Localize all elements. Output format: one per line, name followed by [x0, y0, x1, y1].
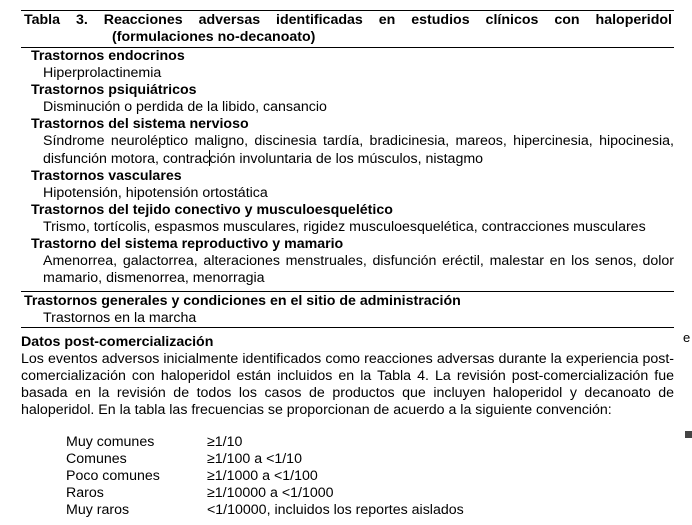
frequency-row — [66, 502, 464, 519]
section-title: Trastornos vasculares — [31, 168, 182, 184]
table-section-last — [21, 291, 674, 328]
section-title: Trastorno del sistema reproductivo y mamario — [31, 236, 344, 252]
frequency-value: ≥1/1000 a <1/100 — [207, 468, 318, 484]
section-items: Trastornos en la marcha — [43, 310, 197, 326]
section-items: Hiperprolactinemia — [43, 65, 162, 81]
frequency-label: Muy comunes — [66, 434, 155, 450]
frequency-row — [66, 451, 464, 468]
table-section — [21, 202, 674, 236]
table-title-line1: Tabla 3. Reacciones adversas identificadas en estudios clínicos con haloperidol — [24, 12, 672, 28]
post-marketing-section — [21, 334, 674, 419]
section-items[interactable] — [31, 133, 674, 168]
section-title: Trastornos endocrinos — [31, 48, 185, 64]
section-items: Amenorrea, galactorrea, alteraciones menstruales, disfunción eréctil, malestar en los senos, dolor mamario, dismenorrea, menorragia — [43, 253, 674, 286]
section-items: Hipotensión, hipotensión ortostática — [43, 185, 268, 201]
section-items-text: ción involuntaria de los músculos, nistagmo — [209, 151, 484, 167]
post-marketing-heading: Datos post-comercialización — [21, 334, 214, 350]
table-section — [21, 236, 674, 287]
post-marketing-paragraph: Los eventos adversos inicialmente identificados como reacciones adversas durante la experiencia post-comercialización con haloperidol están incluidos en la Tabla 4. La revisión post-comercialización fue basada en la revisión de todos los casos de productos que incluyen haloperidol y decanoato de haloperidol. En la tabla las frecuencias se proporcionan de acuerdo a la siguiente convención: — [21, 351, 674, 418]
table-title — [21, 10, 674, 48]
margin-marker-icon — [685, 431, 692, 438]
section-items: Disminución o perdida de la libido, cansancio — [43, 99, 327, 115]
section-items: Trismo, tortícolis, espasmos musculares, rigidez musculoesquelética, contracciones musculares — [43, 219, 646, 235]
frequency-value: ≥1/10 — [207, 434, 243, 450]
section-title: Trastornos psiquiátricos — [31, 82, 197, 98]
frequency-row — [66, 485, 464, 502]
table-section — [21, 116, 674, 168]
frequency-value: <1/10000, incluidos los reportes aislados — [207, 502, 464, 518]
frequency-convention-list — [66, 434, 464, 519]
section-title: Trastornos del sistema nervioso — [31, 116, 249, 132]
frequency-label: Comunes — [66, 451, 127, 467]
margin-letter: e — [683, 330, 691, 345]
frequency-value: ≥1/10000 a <1/1000 — [207, 485, 334, 501]
table-section — [21, 82, 674, 116]
section-items-text: Síndrome neuroléptico maligno, discinesia tardía, bradicinesia, mareos, hipercinesia, hipocinesia, disfunción motora, contrac — [43, 133, 674, 167]
section-title: Trastornos del tejido conectivo y musculoesquelético — [31, 202, 393, 218]
frequency-label: Poco comunes — [66, 468, 160, 484]
frequency-row — [66, 434, 464, 451]
frequency-row — [66, 468, 464, 485]
adverse-reactions-table — [21, 10, 674, 328]
table-section — [21, 168, 674, 202]
frequency-label: Raros — [66, 485, 104, 501]
frequency-value: ≥1/100 a <1/10 — [207, 451, 302, 467]
table-title-line2: (formulaciones no-decanoato) — [112, 29, 316, 45]
frequency-label: Muy raros — [66, 502, 130, 518]
table-section — [21, 48, 674, 82]
section-title: Trastornos generales y condiciones en el sitio de administración — [24, 293, 461, 309]
